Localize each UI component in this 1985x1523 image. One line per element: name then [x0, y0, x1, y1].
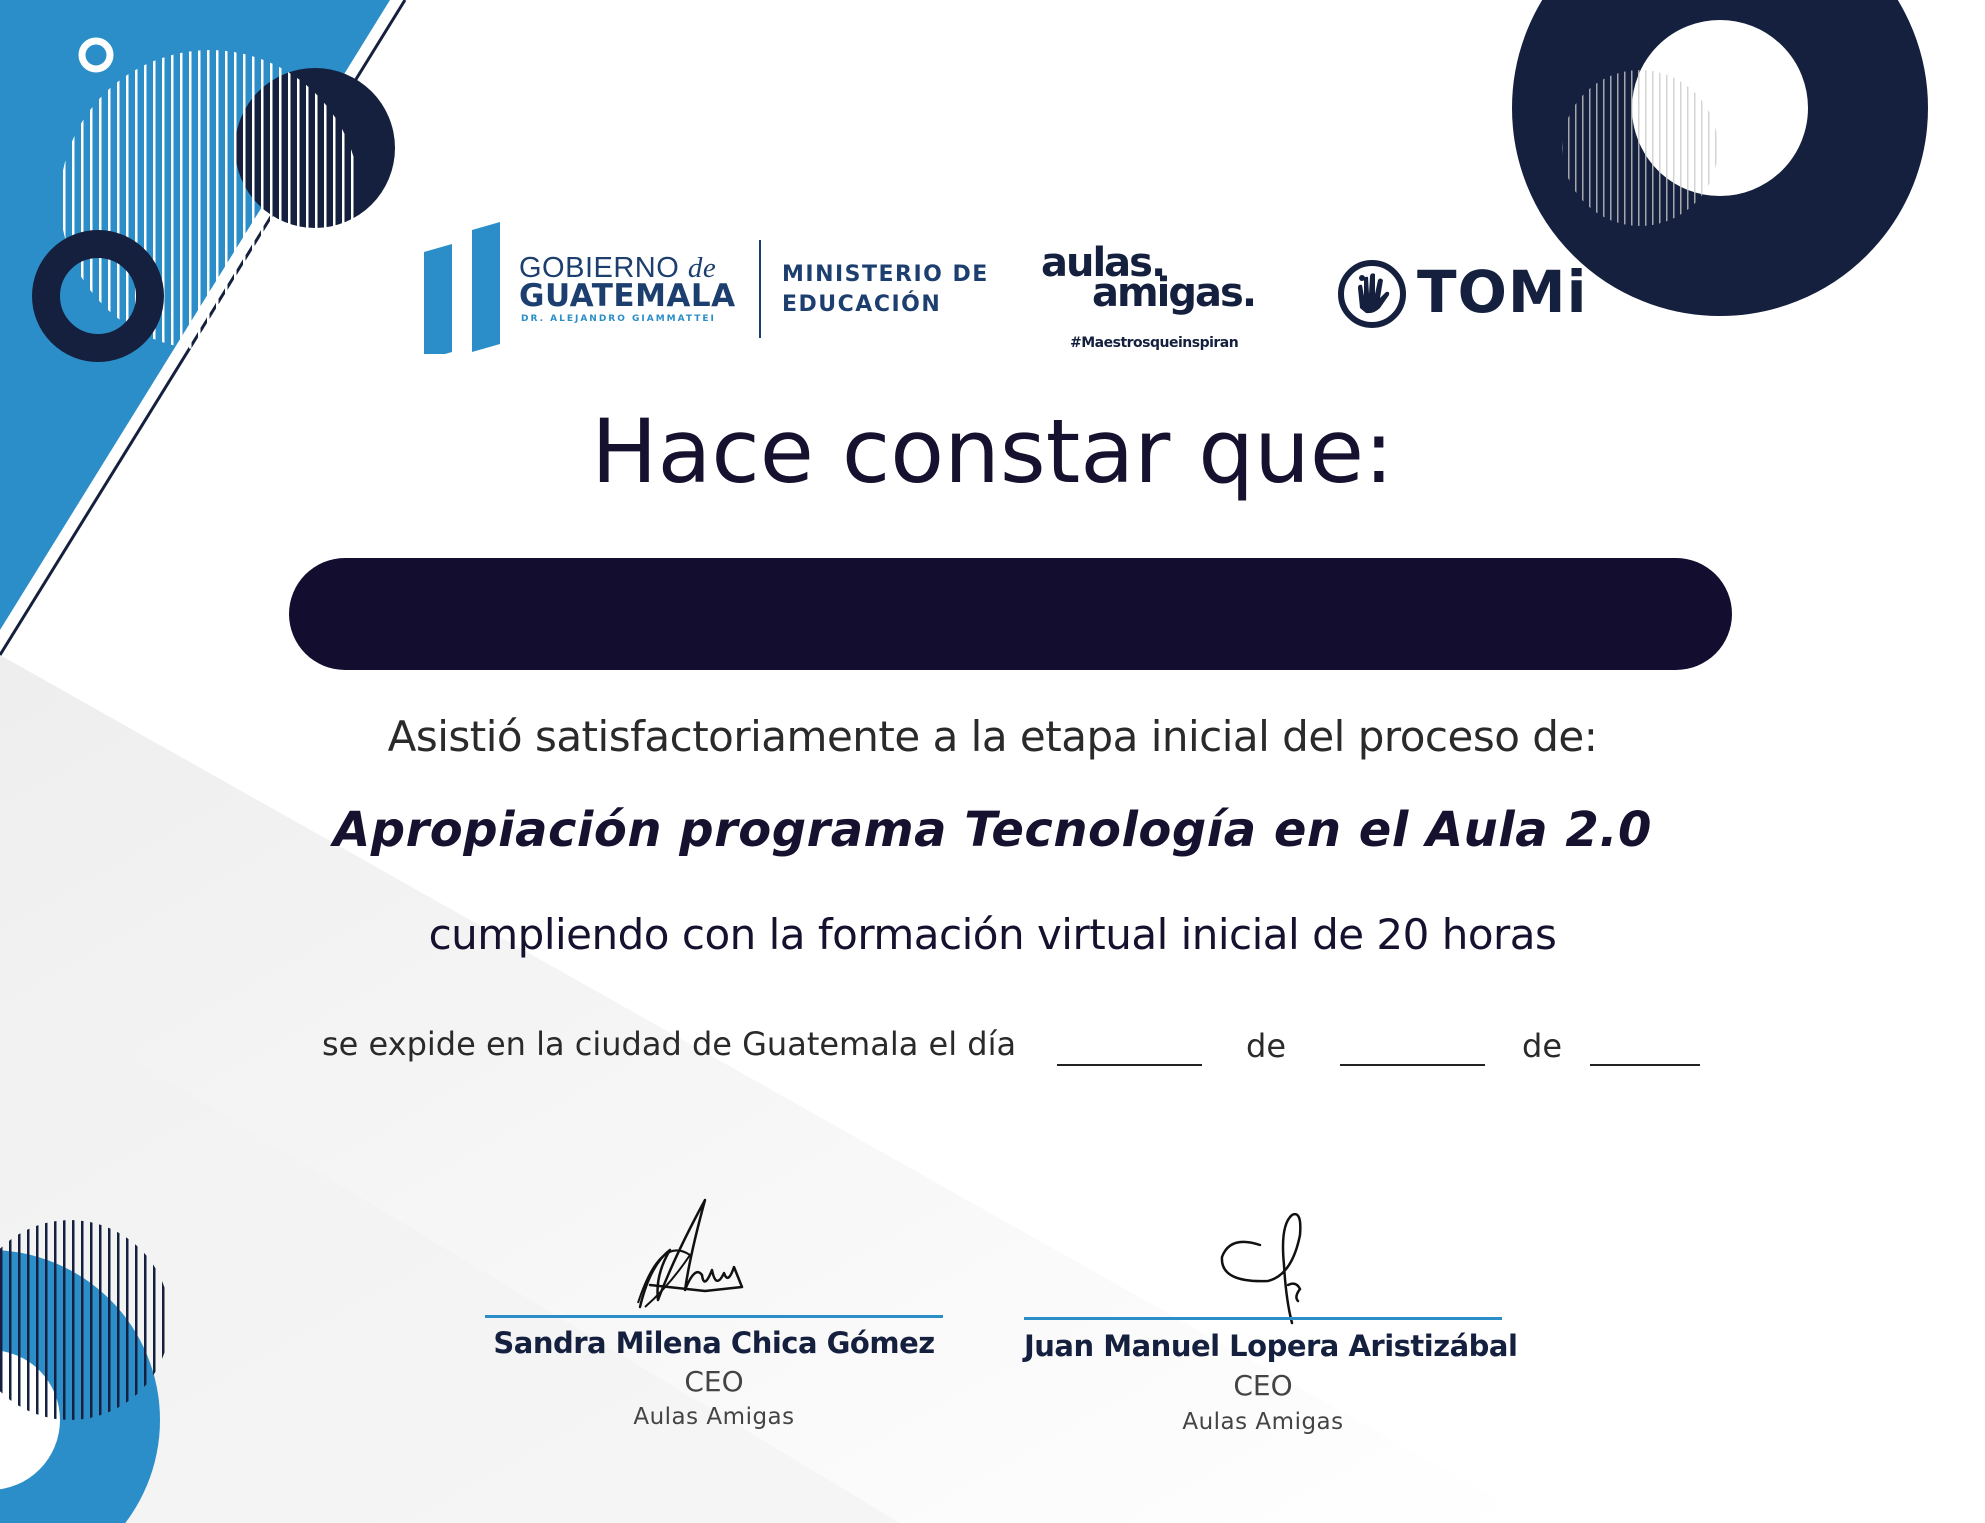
month-blank — [1340, 1064, 1485, 1066]
logo-divider — [759, 240, 761, 338]
signature-1-image — [630, 1195, 770, 1315]
signature-1-line — [485, 1315, 943, 1318]
certificate-heading: Hace constar que: — [591, 400, 1394, 503]
day-blank — [1057, 1064, 1202, 1066]
date-separator-1: de — [1246, 1027, 1286, 1065]
signature-2-line — [1024, 1317, 1502, 1320]
gobierno-title: GOBIERNO de — [519, 252, 717, 284]
aulas-logo-line1: aulas. — [1041, 240, 1165, 286]
year-blank — [1590, 1064, 1700, 1066]
recipient-name-bar — [289, 558, 1732, 670]
issued-city-text: se expide en la ciudad de Guatemala el día — [322, 1025, 1017, 1063]
training-hours-text: cumpliendo con la formación virtual inicial de 20 horas — [428, 910, 1557, 959]
date-separator-2: de — [1522, 1027, 1562, 1065]
attendance-text: Asistió satisfactoriamente a la etapa inicial del proceso de: — [387, 712, 1598, 761]
aulas-hashtag: #Maestrosqueinspiran — [1070, 335, 1239, 351]
signature-2-name: Juan Manuel Lopera Aristizábal — [1024, 1329, 1518, 1363]
signature-1-org: Aulas Amigas — [633, 1404, 795, 1430]
gobierno-subtitle: DR. ALEJANDRO GIAMMATTEI — [521, 314, 716, 324]
gobierno-logo-icon — [424, 222, 504, 354]
signature-2-image — [1210, 1205, 1330, 1325]
tomi-logo: TOMi — [1417, 258, 1588, 326]
signature-2-org: Aulas Amigas — [1182, 1409, 1344, 1435]
signature-1-role: CEO — [684, 1365, 744, 1398]
aulas-logo-line2: amigas. — [1092, 270, 1256, 316]
signature-1-name: Sandra Milena Chica Gómez — [493, 1326, 935, 1360]
signature-2-role: CEO — [1233, 1369, 1293, 1402]
ministerio-logo: MINISTERIO DE EDUCACIÓN — [782, 262, 989, 317]
program-title: Apropiación programa Tecnología en el Aula 2.0 — [333, 802, 1652, 858]
gobierno-country: GUATEMALA — [519, 278, 736, 314]
tomi-hand-icon — [1336, 258, 1408, 330]
